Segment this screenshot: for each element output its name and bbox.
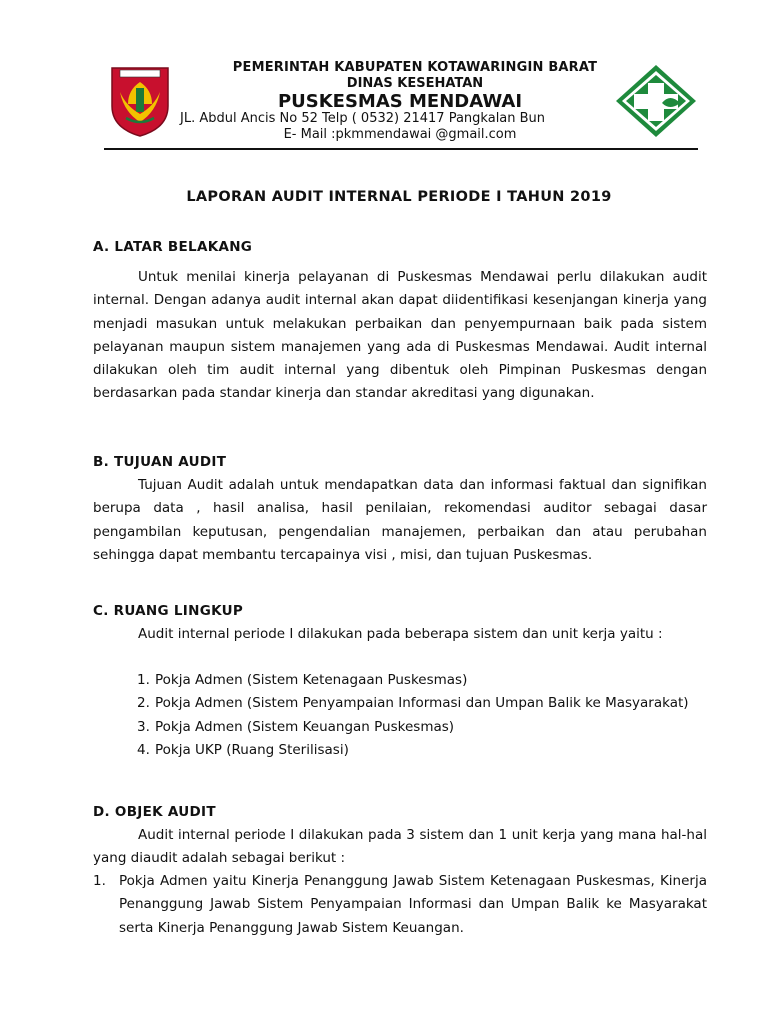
letterhead-email: E- Mail :pkmmendawai @gmail.com [283, 127, 517, 142]
regency-emblem-logo [106, 62, 174, 138]
letterhead-address: JL. Abdul Ancis No 52 Telp ( 0532) 21417 Pangkalan Bun [180, 111, 546, 126]
section-a-text: Untuk menilai kinerja pelayanan di Puskesmas Mendawai perlu dilakukan audit internal. Dengan adanya audit internal akan dapat diidentifikasi kesenjangan kinerja yang menjadi masukan untuk melakukan perbaikan dan penyempurnaan baik pada sistem pelayanan maupun sistem manajemen yang ada di Puskesmas Mendawai. Audit internal dilakukan oleh tim audit internal yang dibentuk oleh Pimpinan Puskesmas dengan berdasarkan pada standar kinerja dan standar akreditasi yang digunakan. [93, 269, 707, 402]
section-c-paragraph [93, 623, 707, 646]
scope-list [93, 669, 707, 762]
document-title: LAPORAN AUDIT INTERNAL PERIODE I TAHUN 2019 [186, 189, 612, 205]
section-a-paragraph [93, 266, 707, 406]
letterhead-divider [104, 148, 698, 150]
section-d-paragraph [93, 824, 707, 871]
section-d-heading: D. OBJEK AUDIT [93, 804, 216, 820]
section-b-heading: B. TUJUAN AUDIT [93, 454, 227, 470]
list-item: 3. Pokja Admen (Sistem Keuangan Puskesmas) [137, 718, 455, 735]
list-item: 1. Pokja Admen (Sistem Ketenagaan Puskesmas) [137, 672, 468, 688]
list-item: 2. Pokja Admen (Sistem Penyampaian Informasi dan Umpan Balik ke Masyarakat) [137, 695, 689, 712]
section-a-heading: A. LATAR BELAKANG [93, 239, 253, 255]
section-c-heading: C. RUANG LINGKUP [93, 603, 244, 619]
letterhead-institution: PUSKESMAS MENDAWAI [277, 91, 523, 112]
list-item: 4. Pokja UKP (Ruang Sterilisasi) [137, 741, 349, 758]
letterhead-department: DINAS KESEHATAN [346, 76, 484, 91]
section-d-text: Audit internal periode I dilakukan pada 3 sistem dan 1 unit kerja yang mana hal-hal yang diaudit adalah sebagai berikut : [93, 827, 707, 867]
audit-object-list [93, 870, 707, 940]
list-item: 1. Pokja Admen yaitu Kinerja Penanggung Jawab Sistem Ketenagaan Puskesmas, Kinerja Penanggung Jawab Sistem Penyampaian Informasi dan Umpan Balik ke Masyarakat serta Kinerja Penanggung Jawab Sistem Keuangan. [93, 873, 707, 936]
section-c-text: Audit internal periode I dilakukan pada beberapa sistem dan unit kerja yaitu : [138, 626, 663, 642]
puskesmas-logo [614, 63, 698, 139]
section-b-text: Tujuan Audit adalah untuk mendapatkan data dan informasi faktual dan signifikan berupa data , hasil analisa, hasil penilaian, rekomendasi auditor sebagai dasar pengambilan keputusan, pengendalian manajemen, perbaikan dan atau perubahan sehingga dapat membantu tercapainya visi , misi, dan tujuan Puskesmas. [93, 477, 707, 563]
letterhead-government: PEMERINTAH KABUPATEN KOTAWARINGIN BARAT [232, 60, 598, 75]
section-b-paragraph [93, 474, 707, 567]
